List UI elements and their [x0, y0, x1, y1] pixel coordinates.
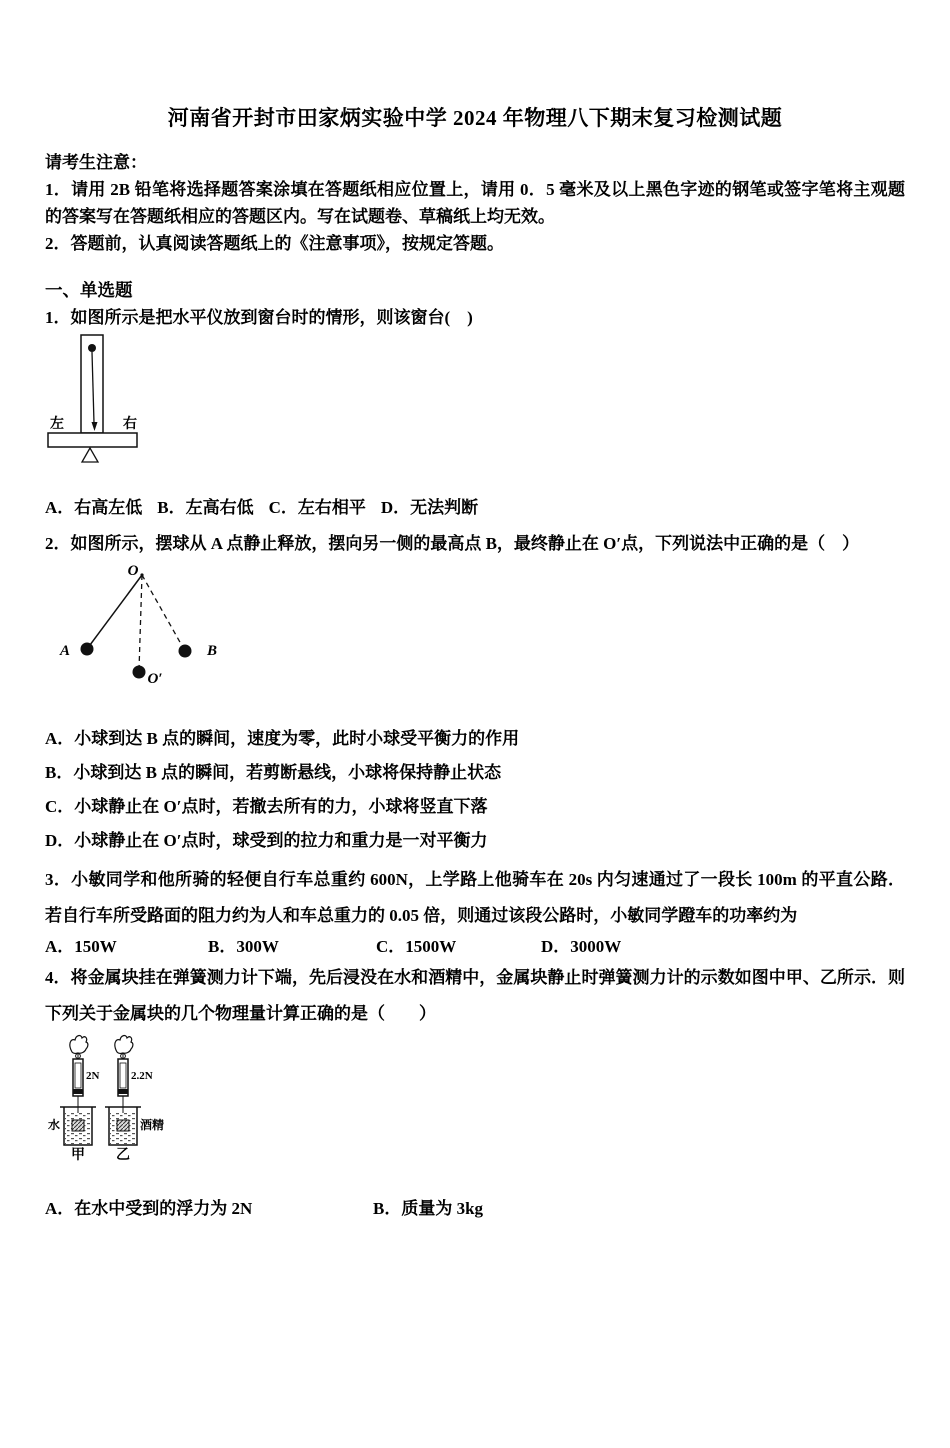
option-3c: C．1500W: [376, 937, 457, 956]
hand-icon: [115, 1036, 133, 1054]
metal-block: [72, 1120, 84, 1131]
pendulum-string-solid: [87, 575, 142, 649]
section-heading: 一、单选题: [45, 280, 133, 300]
pivot-label: O: [127, 563, 139, 579]
option-4b: B．质量为 3kg: [373, 1199, 484, 1218]
caption-jia: 甲: [71, 1148, 85, 1163]
question-4-options: [45, 1195, 905, 1222]
fulcrum-triangle-icon: [82, 448, 98, 462]
option-2b: B．小球到达 B 点的瞬间，若剪断悬线，小球将保持静止状态: [45, 763, 502, 782]
ball-rest-icon: [133, 666, 146, 679]
question-3-options: [45, 934, 905, 960]
question-2-stem: 2．如图所示，摆球从 A 点静止释放，摆向另一侧的最高点 B，最终静止在 O′点，下列说法中正确的是（ ）: [45, 534, 860, 553]
notice-item-2: 2．答题前，认真阅读答题纸上的《注意事项》，按规定答题。: [45, 234, 504, 253]
notice-item-1: 1．请用 2B 铅笔将选择题答案涂填在答题纸相应位置上，请用 0．5 毫米及以上黑色字迹的钢笔或签字笔将主观题的答案写在答题纸相应的答题区内。写在试题卷、草稿纸上均无效。: [45, 180, 905, 226]
scale-reading-right: 2.2N: [131, 1070, 153, 1082]
spring-scale-tube: [120, 1063, 126, 1088]
ball-b-icon: [179, 645, 192, 658]
option-1a: A．右高左低: [45, 498, 143, 517]
option-1d: D．无法判断: [380, 498, 479, 517]
question-1-stem: 1．如图所示是把水平仪放到窗台时的情形，则该窗台( ): [45, 308, 473, 327]
pendulum-string-rest: [139, 575, 142, 670]
question-2-options: [45, 722, 905, 858]
question-1-options: [45, 494, 905, 521]
ball-b-label: B: [206, 643, 218, 659]
option-3a: A．150W: [45, 937, 117, 956]
option-3b: B．300W: [208, 937, 279, 956]
liquid-label-water: 水: [47, 1118, 60, 1132]
spring-scale-beakers-figure: [45, 1032, 215, 1164]
option-2c: C．小球静止在 O′点时，若撤去所有的力，小球将竖直下落: [45, 797, 488, 816]
plumb-bob-icon: [88, 344, 96, 352]
pendulum-string-dashed: [142, 575, 185, 651]
hand-icon: [70, 1036, 88, 1054]
option-2a: A．小球到达 B 点的瞬间，速度为零，此时小球受平衡力的作用: [45, 729, 520, 748]
apparatus-alcohol: [105, 1036, 164, 1163]
spring-scale-tube: [75, 1063, 81, 1088]
metal-block: [117, 1120, 129, 1131]
question-4-stem: 4．将金属块挂在弹簧测力计下端，先后浸没在水和酒精中，金属块静止时弹簧测力计的示数如图中甲、乙所示．则下列关于金属块的几个物理量计算正确的是（ ）: [45, 968, 905, 1023]
spring-scale-case: [118, 1089, 128, 1094]
option-3d: D．3000W: [541, 937, 622, 956]
right-side-label: 右: [123, 417, 137, 432]
level-on-windowsill-figure: [45, 331, 195, 466]
left-side-label: 左: [50, 417, 64, 432]
question-3-stem: 3．小敏同学和他所骑的轻便自行车总重约 600N，上学路上他骑车在 20s 内匀速通过了一段长 100m 的平直公路．若自行车所受路面的阻力约为人和车总重力的 0.05 倍，则通过该段公路时，小敏同学蹬车的功率约为: [45, 870, 905, 925]
spring-scale-case: [73, 1089, 83, 1094]
option-4a: A．在水中受到的浮力为 2N: [45, 1199, 253, 1218]
caption-yi: 乙: [116, 1148, 130, 1163]
windowsill-base: [48, 433, 137, 447]
ball-a-label: A: [59, 643, 71, 659]
option-2d: D．小球静止在 O′点时，球受到的拉力和重力是一对平衡力: [45, 831, 488, 850]
liquid-label-alcohol: 酒精: [140, 1118, 165, 1132]
apparatus-water: [48, 1036, 100, 1163]
exam-page: [0, 104, 950, 1222]
rest-point-label: O′: [147, 671, 163, 687]
option-1b: B．左高右低: [157, 498, 254, 517]
option-1c: C．左右相平: [268, 498, 366, 517]
page-title: 河南省开封市田家炳实验中学 2024 年物理八下期末复习检测试题: [167, 106, 783, 130]
pendulum-figure: [55, 560, 255, 692]
ball-a-icon: [81, 643, 94, 656]
scale-reading-left: 2N: [86, 1070, 100, 1082]
notice-heading: 请考生注意：: [45, 153, 147, 172]
